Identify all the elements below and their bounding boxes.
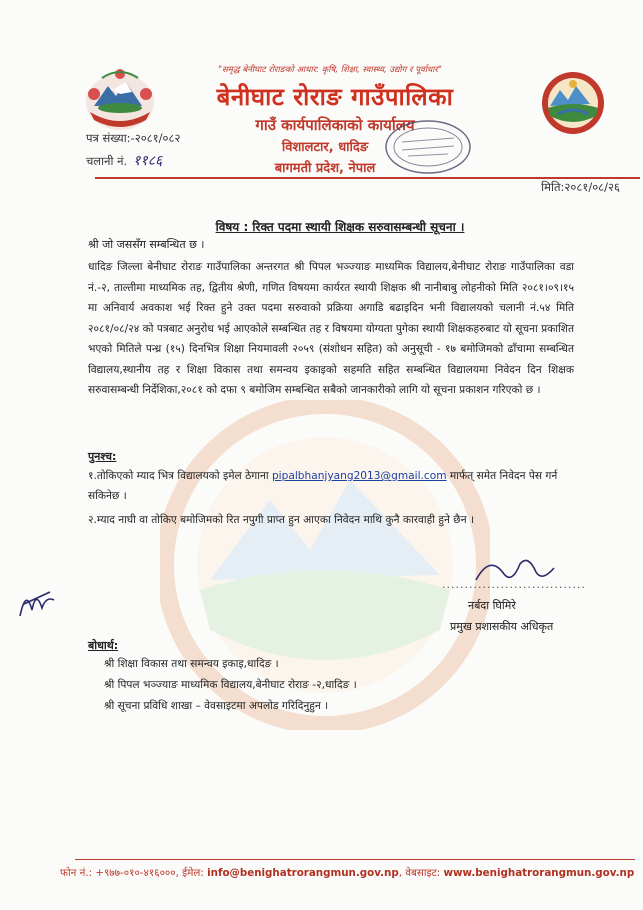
date-value: २०८१/०८/२६ bbox=[564, 180, 620, 194]
footer-email-link[interactable]: info@benighatrorangmun.gov.np bbox=[207, 867, 399, 879]
dispatch-value: ११८६ bbox=[133, 153, 163, 169]
date-label: मिति: bbox=[541, 180, 565, 194]
body-paragraph: धादिङ जिल्ला बेनीघाट रोराङ गाउँपालिका अन्तरगत श्री पिपल भञ्ज्याङ माध्यमिक विद्यालय,बेनीघाट रोराङ गाउँपालिका वडा नं.-२, ताल्तीमा माध्यमिक तह, द्वितीय श्रेणी, गणित विषयमा कार्यरत स्थायी शिक्षक श्री नानीबाबु लोहनीको मिति २०८१।०९।१५ मा अनिवार्य अवकाश भई रिक्त हुने उक्त पदमा सरुवाको प्रक्रिया अगाडि बढाइदिन भनी विद्यालयको चलानी नं.५४ मिति २०८१/०८/२४ को पत्रबाट अनुरोध भई आएकोले सम्बन्धित तह र विषयमा योग्यता पुगेका स्थायी शिक्षकहरुबाट यो सूचना प्रकाशित भएको मितिले पन्ध्र (१५) दिनभित्र शिक्षा नियमावली २०५९ (संशोधन सहित) को अनुसूची - १७ बमोजिमको ढाँचामा सम्बन्धित विद्यालय,स्थानीय तह र शिक्षा विकास तथा समन्वय इकाइको सहमति सहित सम्बन्धित विद्यालयमा निवेदन दिन शिक्षक सरुवासम्बन्धी निर्देशिका,२०८१ को दफा ९ बमोजिम सम्बन्धित सबैको जानकारीको लागि यो सूचना प्रकाशन गरिएको छ । bbox=[88, 261, 574, 396]
municipality-logo-icon bbox=[540, 70, 606, 136]
postscript-item-1-text: १.तोकिएको म्याद भित्र विद्यालयको इमेल ठेगाना bbox=[88, 470, 272, 482]
footer-email-label: , ईमेल: bbox=[175, 867, 208, 879]
reference-label: पत्र संख्या:- bbox=[86, 131, 135, 145]
reference-number bbox=[86, 131, 180, 146]
letter-date bbox=[485, 180, 620, 195]
postscript-heading: पुनश्च: bbox=[88, 450, 117, 463]
footer-website-link[interactable]: www.benighatrorangmun.gov.np bbox=[443, 867, 635, 879]
header-motto: "समृद्ध बेनीघाट रोराङको आधार: कृषि, शिक्षा, स्वास्थ्य, उद्योग र पूर्वाधार" bbox=[218, 65, 442, 75]
postscript-item-1-tail: मार्फत् समेत निवेदन पेस गर्न सकिनेछ । bbox=[88, 470, 558, 502]
footer-phone-label: फोन नं.: bbox=[60, 867, 96, 879]
school-email-link[interactable]: pipalbhanjyang2013@gmail.com bbox=[271, 470, 447, 482]
municipality-title: बेनीघाट रोराङ गाउँपालिका bbox=[216, 83, 454, 111]
footer-phone: +९७७-०१०-४१६००० bbox=[95, 867, 176, 879]
footer-web-label: , वेबसाइट: bbox=[398, 867, 444, 879]
dispatch-number bbox=[86, 151, 162, 170]
reference-value: २०८१/०८२ bbox=[134, 131, 181, 145]
postscript-item-1 bbox=[88, 466, 574, 506]
postscript-item-2: २.म्याद नाघी वा तोकिए बमोजिमको रित नपुगी प्राप्त हुन आएका निवेदन माथि कुनै कारवाही हुने छैन । bbox=[88, 514, 474, 526]
subject-line: विषय : रिक्त पदमा स्थायी शिक्षक सरुवासम्बन्धी सूचना । bbox=[215, 220, 465, 234]
address-line-2: बागमती प्रदेश, नेपाल bbox=[274, 161, 376, 176]
dispatch-label: चलानी नं. bbox=[86, 154, 128, 168]
office-stamp-icon bbox=[382, 116, 474, 178]
cc-item: श्री सूचना प्रविधि शाखा – वेवसाइटमा अपलोड गरिदिनुहुन । bbox=[104, 700, 329, 712]
signatory-name: नर्बदा घिमिरे bbox=[468, 599, 516, 612]
address-line-1: विशालटार, धादिङ bbox=[281, 140, 369, 155]
margin-signature-icon bbox=[14, 580, 60, 626]
office-subtitle: गाउँ कार्यपालिकाको कार्यालय bbox=[255, 116, 415, 134]
cc-heading: बोधार्थ: bbox=[88, 639, 119, 652]
nepal-emblem-icon bbox=[80, 64, 160, 134]
addressee: श्री जो जससँग सम्बन्धित छ । bbox=[88, 238, 205, 251]
header-divider bbox=[95, 177, 640, 179]
footer-contact bbox=[60, 866, 635, 880]
cc-item: श्री पिपल भञ्ज्याङ माध्यमिक विद्यालय,बेनीघाट रोराङ -२,धादिङ । bbox=[104, 679, 357, 691]
signatory-designation: प्रमुख प्रशासकीय अधिकृत bbox=[450, 620, 554, 633]
signature-line: ................................ bbox=[442, 578, 586, 591]
footer-divider bbox=[75, 859, 635, 860]
cc-item: श्री शिक्षा विकास तथा समन्वय इकाइ,धादिङ । bbox=[104, 658, 279, 670]
